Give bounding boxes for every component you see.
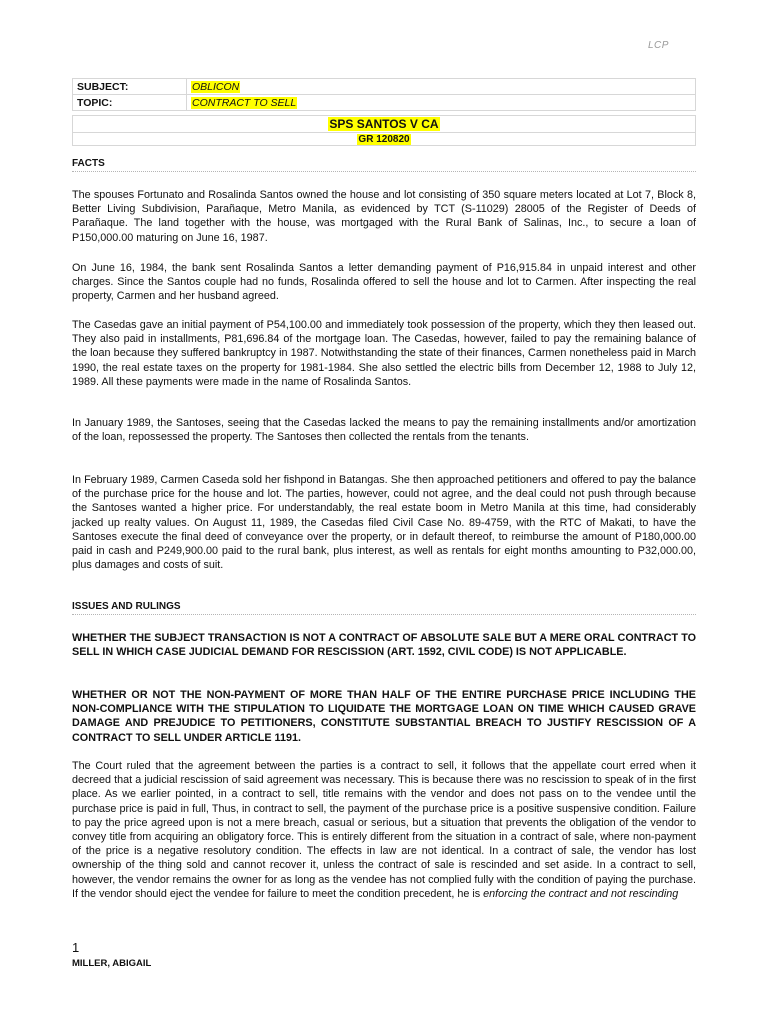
topic-value: CONTRACT TO SELL [192, 96, 297, 109]
topic-value-cell [187, 95, 696, 111]
facts-paragraph: The spouses Fortunato and Rosalinda Santos owned the house and lot consisting of 350 square meters located at Lot 7, Block 8, Better Living Subdivision, Parañaque, Metro Manila, as evidenced by TCT (S-11029) 28005 of the Register of Deeds of Parañaque. The land together with the house, was mortgaged with the Rural Bank of Salinas, Inc., to secure a loan of P150,000.00 maturing on June 16, 1987. [72, 189, 696, 244]
facts-paragraph: In February 1989, Carmen Caseda sold her fishpond in Batangas. She then approached petitioners and offered to pay the balance of the purchase price for the house and lot. The parties, however, could not agree, and the deal could not push through because the Santoses wanted a higher price. For understandably, the real estate boom in Metro Manila at this time, had considerably jacked up realty values. On August 11, 1989, the Casedas filed Civil Case No. 89-4759, with the RTC of Makati, to have the Santoses execute the final deed of conveyance over the property, or in default thereof, to reimburse the amount of P180,000.00 paid in cash and P249,900.00 paid to the rural bank, plus interest, as well as rentals for eight months amounting to P32,000.00, plus damages and costs of suit. [72, 474, 696, 572]
issue-paragraph: WHETHER THE SUBJECT TRANSACTION IS NOT A CONTRACT OF ABSOLUTE SALE BUT A MERE ORAL CONTRACT TO SELL IN WHICH CASE JUDICIAL DEMAND FOR RESCISSION (ART. 1592, CIVIL CODE) IS NOT APPLICABLE. [72, 632, 696, 659]
facts-paragraph: In January 1989, the Santoses, seeing that the Casedas lacked the means to pay the remaining installments and/or amortization of the loan, repossessed the property. The Santoses then collected the rentals from the tenants. [72, 417, 696, 444]
facts-paragraph: The Casedas gave an initial payment of P54,100.00 and immediately took possession of the property, which they then leased out. They also paid in installments, P81,696.84 of the mortgage loan. The Casedas, however, failed to pay the remaining balance of the loan because they suffered bankruptcy in 1987. Notwithstanding the state of their finances, Carmen nonetheless paid in March 1990, the real estate taxes on the property for 1981-1984. She also settled the electric bills from December 12, 1988 to July 12, 1989. All these payments were made in the name of Rosalinda Santos. [72, 319, 696, 388]
subject-topic-table [72, 78, 696, 111]
subject-value: OBLICON [192, 80, 240, 93]
ruling-text: The Court ruled that the agreement between the parties is a contract to sell, it follows that the appellate court erred when it decreed that a judicial rescission of said agreement was necessary. This is because there was no rescission to speak of in the first place. As we earlier pointed, in a contract to sell, title remains with the vendor and does not pass on to the vendee until the purchase price is paid in full, Thus, in contract to sell, the payment of the purchase price is a positive suspensive condition. Failure to pay the price agreed upon is not a mere breach, casual or serious, but a situation that prevents the obligation of the vendor to convey title from acquiring an obligatory force. This is entirely different from the situation in a contract of sale, where non-payment of the price is a negative resolutory condition. The effects in law are not identical. In a contract of sale, the vendor has lost ownership of the thing sold and cannot recover it, unless the contract of sale is rescinded and set aside. In a contract to sell, however, the vendor remains the owner for as long as the vendee has not complied fully with the condition of paying the purchase. If the vendor should eject the vendee for failure to meet the condition precedent, he is [72, 760, 696, 900]
case-title-box [72, 115, 696, 146]
page-number: 1 [72, 940, 80, 955]
subject-value-cell [187, 79, 696, 95]
ruling-emphasis: enforcing the contract and not rescinding [483, 887, 679, 900]
case-gr-number: GR 120820 [358, 133, 410, 145]
subject-label: SUBJECT: [73, 79, 187, 95]
case-title-cell [73, 116, 696, 133]
facts-paragraph: On June 16, 1984, the bank sent Rosalinda Santos a letter demanding payment of P16,915.84 in unpaid interest and other charges. Since the Santos couple had no funds, Rosalinda offered to sell the house and lot to Carmen. After inspecting the real property, Carmen and her husband agreed. [72, 262, 696, 303]
subject-row [73, 79, 696, 95]
case-gr-cell [73, 133, 696, 146]
facts-heading: FACTS [72, 158, 696, 172]
case-title: SPS SANTOS V CA [329, 117, 439, 131]
author-name: MILLER, ABIGAIL [72, 958, 152, 969]
header-initials: LCP [648, 40, 669, 51]
issues-heading: ISSUES AND RULINGS [72, 601, 696, 615]
topic-label: TOPIC: [73, 95, 187, 111]
ruling-paragraph [72, 759, 696, 901]
issue-paragraph: WHETHER OR NOT THE NON-PAYMENT OF MORE THAN HALF OF THE ENTIRE PURCHASE PRICE INCLUDING THE NON-COMPLIANCE WITH THE STIPULATION TO LIQUIDATE THE MORTGAGE LOAN ON TIME WHICH CAUSED GRAVE DAMAGE AND PREJUDICE TO PETITIONERS, CONSTITUTE SUBSTANTIAL BREACH TO JUSTIFY RESCISSION OF A CONTRACT TO SELL UNDER ARTICLE 1191. [72, 689, 696, 744]
topic-row [73, 95, 696, 111]
